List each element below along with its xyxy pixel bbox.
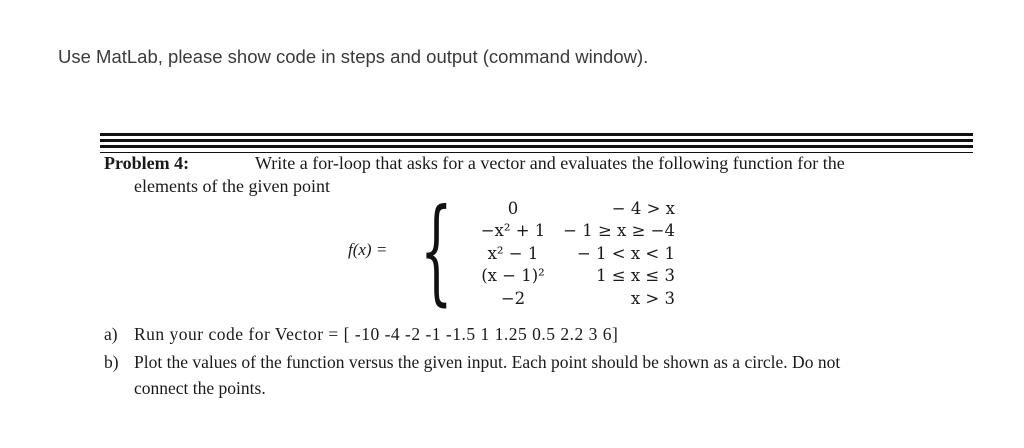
problem-description-line2: elements of the given point <box>134 176 330 196</box>
case-value: 0 <box>507 199 519 218</box>
divider-rule <box>100 139 973 142</box>
question-marker: b) <box>104 352 119 372</box>
divider-rule <box>100 133 973 136</box>
case-value: (x − 1)² <box>481 266 545 285</box>
case-condition: x > 3 <box>630 289 675 308</box>
problem-description-line1: Write a for-loop that asks for a vector and evaluates the following function for the <box>255 153 845 173</box>
question-a <box>104 324 619 345</box>
case-condition: − 4 > x <box>611 199 675 218</box>
case-condition: − 1 < x < 1 <box>576 244 675 263</box>
question-text: Plot the values of the function versus the given input. Each point should be shown as a circle. Do not <box>134 352 841 372</box>
question-b <box>104 352 841 373</box>
question-b-continuation: connect the points. <box>134 378 266 398</box>
problem-label: Problem 4: <box>104 153 190 173</box>
case-value: −x² + 1 <box>480 221 546 240</box>
question-text: Run your code for Vector = [ -10 -4 -2 -1 -1.5 1 1.25 0.5 2.2 3 6] <box>134 324 619 344</box>
left-brace-icon: { <box>420 184 453 317</box>
problem-heading <box>104 153 189 174</box>
question-marker: a) <box>104 324 118 344</box>
case-condition: − 1 ≥ x ≥ −4 <box>563 221 675 240</box>
function-name: f(x) = <box>348 240 388 259</box>
divider-rule <box>100 145 973 148</box>
case-value: x² − 1 <box>487 244 539 263</box>
case-condition: 1 ≤ x ≤ 3 <box>596 266 675 285</box>
case-value: −2 <box>500 289 526 308</box>
prompt-text: Use MatLab, please show code in steps and output (command window). <box>58 46 649 67</box>
